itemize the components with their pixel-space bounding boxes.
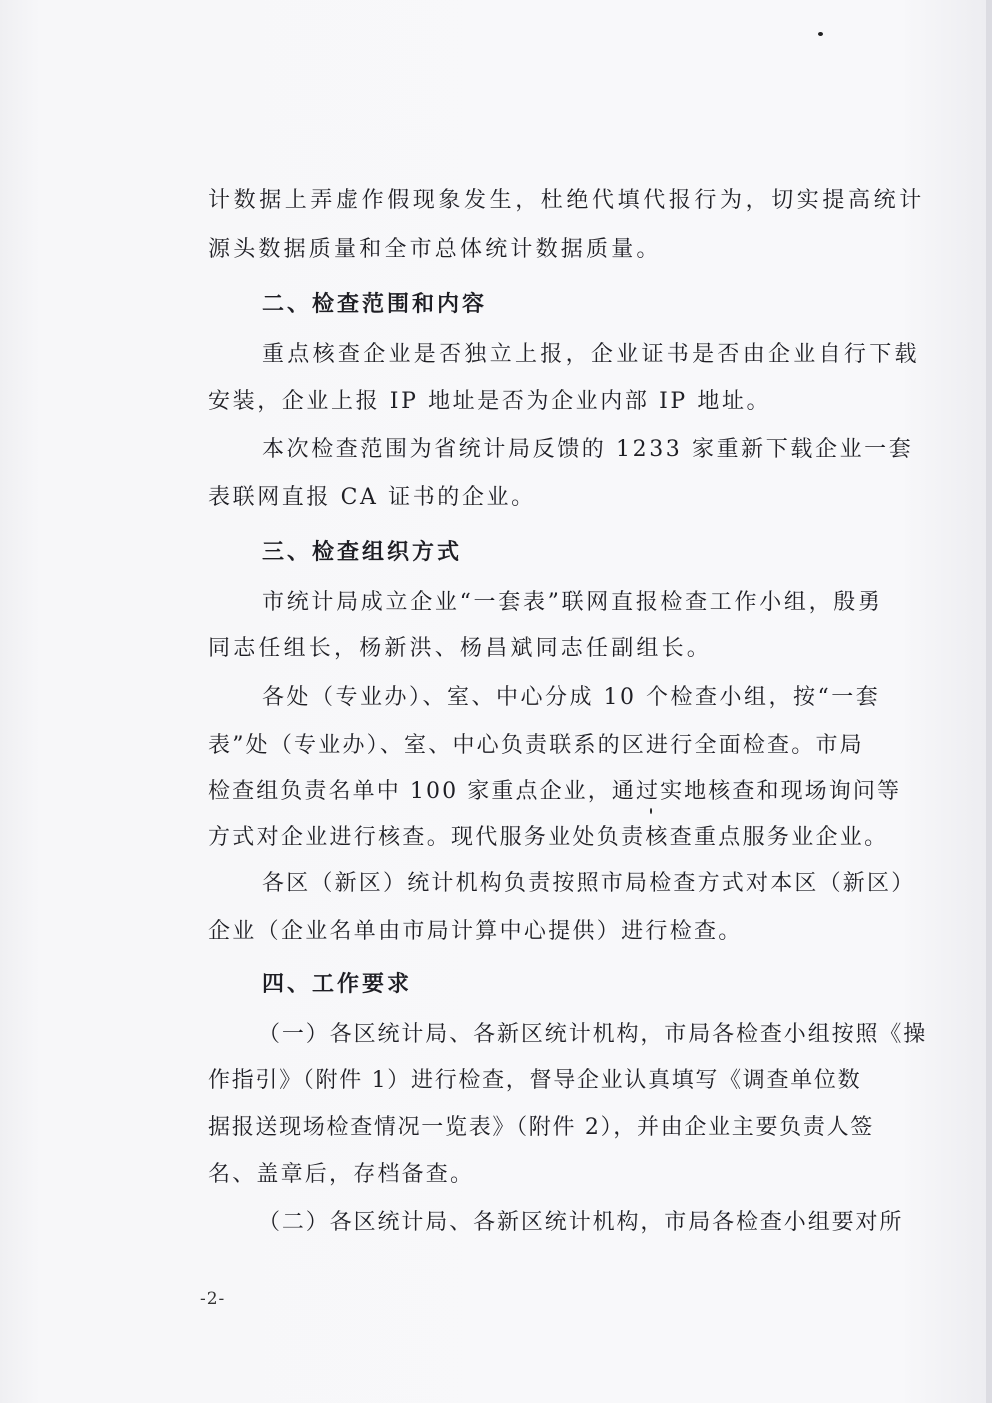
paragraph-line: 各处（专业办）、室、中心分成 10 个检查小组，按“一套 <box>262 685 881 710</box>
paragraph-line: 安装，企业上报 IP 地址是否为企业内部 IP 地址。 <box>208 389 772 414</box>
paragraph-line: 源头数据质量和全市总体统计数据质量。 <box>208 237 662 262</box>
scan-edge <box>986 0 992 1403</box>
paragraph-line: 检查组负责名单中 100 家重点企业，通过实地核查和现场询问等 <box>208 779 902 804</box>
paragraph-line: 重点核查企业是否独立上报，企业证书是否由企业自行下载 <box>262 342 920 367</box>
paragraph-line: 据报送现场检查情况一览表》（附件 2），并由企业主要负责人签 <box>208 1115 874 1140</box>
paragraph-line: （二）各区统计局、各新区统计机构，市局各检查小组要对所 <box>258 1210 904 1235</box>
page-number: -2- <box>200 1289 226 1309</box>
paragraph-line: 作指引》（附件 1）进行检查，督导企业认真填写《调查单位数 <box>208 1068 862 1093</box>
paragraph-line: （一）各区统计局、各新区统计机构，市局各检查小组按照《操 <box>258 1022 928 1047</box>
paragraph-line: 本次检查范围为省统计局反馈的 1233 家重新下载企业一套 <box>262 437 914 462</box>
paragraph-line: 计数据上弄虚作假现象发生，杜绝代填代报行为，切实提高统计 <box>208 188 925 213</box>
section-heading: 二、检查范围和内容 <box>262 291 488 317</box>
scan-speck <box>818 32 823 36</box>
paragraph-line: 方式对企业进行核查。现代服务业处负责核查重点服务业企业。 <box>208 825 889 850</box>
paragraph-line: 名、盖章后，存档备查。 <box>208 1162 475 1187</box>
section-heading: 四、工作要求 <box>262 971 413 997</box>
paragraph-line: 表联网直报 CA 证书的企业。 <box>208 485 536 510</box>
paragraph-line: 市统计局成立企业“一套表”联网直报检查工作小组，殷勇 <box>262 590 883 615</box>
paragraph-line: 表”处（专业办）、室、中心负责联系的区进行全面检查。市局 <box>208 733 864 758</box>
paragraph-line: 同志任组长，杨新洪、杨昌斌同志任副组长。 <box>208 636 713 661</box>
paragraph-line: 各区（新区）统计机构负责按照市局检查方式对本区（新区） <box>262 871 916 896</box>
section-heading: 三、检查组织方式 <box>262 539 463 565</box>
paragraph-line: 企业（企业名单由市局计算中心提供）进行检查。 <box>208 919 743 944</box>
scan-speck <box>650 808 652 814</box>
